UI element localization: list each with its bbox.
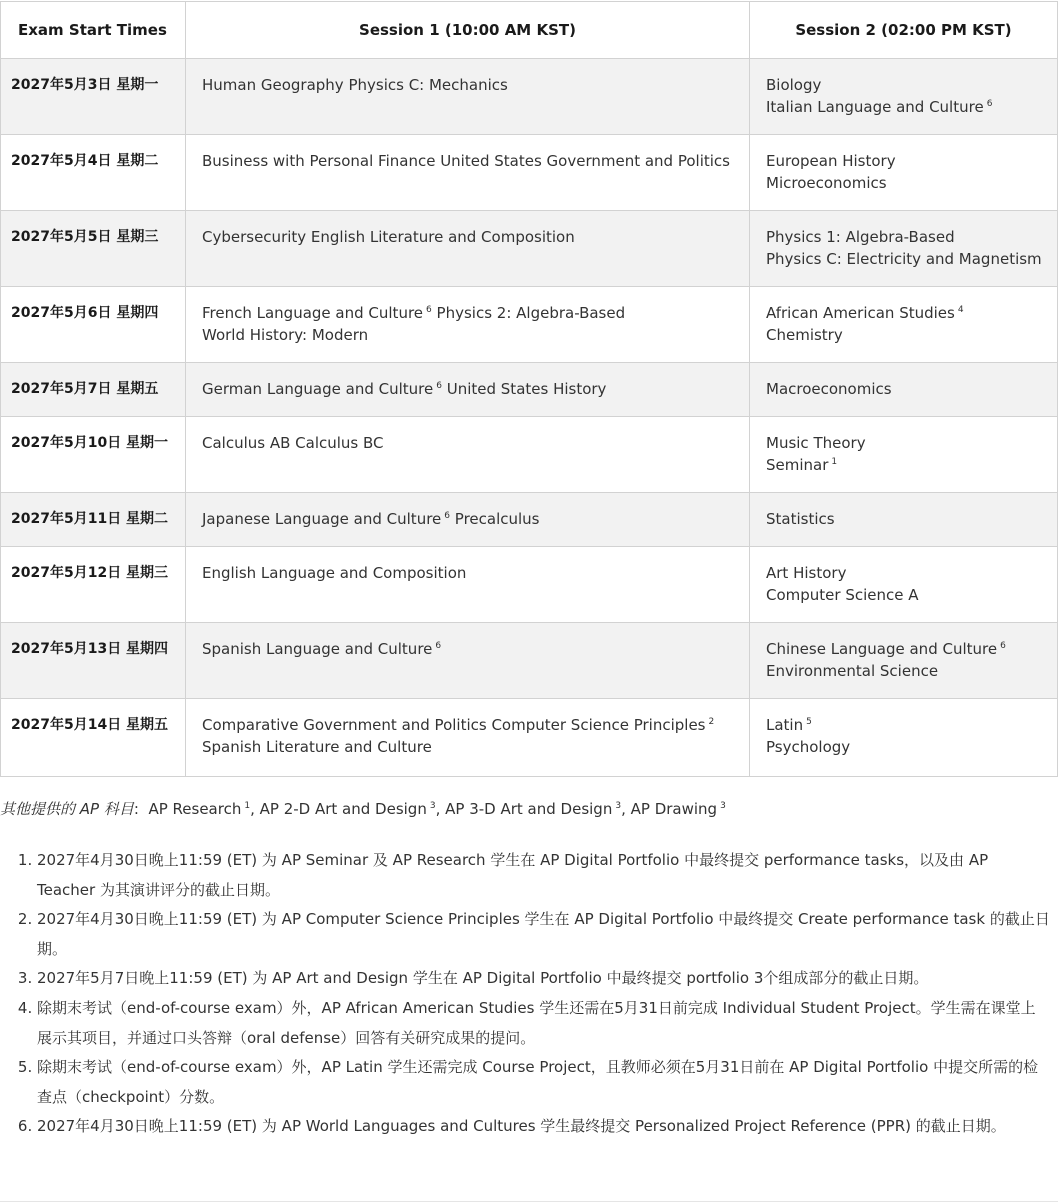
other-subject: AP Research [148, 800, 242, 818]
other-ap-subjects [0, 797, 1058, 821]
footnote-marker: 6 [436, 381, 442, 391]
subject-line [202, 302, 733, 324]
exam-date: 2027年5月5日 星期三 [1, 211, 186, 287]
session-1-cell [186, 493, 750, 547]
subject-line [766, 714, 1041, 736]
session-2-cell [750, 363, 1058, 417]
footnote-item: 5. 除期末考试（end-of-course exam）外，AP Latin 学生还需完成 Course Project，且教师必须在5月31日前在 AP Digital Portfolio 中提交所需的检查点（checkpoint）分数。 [37, 1053, 1050, 1112]
footnote-marker: 3 [615, 801, 622, 811]
footnote-item: 3. 2027年5月7日晚上11:59 (ET) 为 AP Art and Design 学生在 AP Digital Portfolio 中最终提交 portfolio 3个组成部分的截止日期。 [37, 964, 1050, 994]
exam-date: 2027年5月7日 星期五 [1, 363, 186, 417]
subject-line [766, 638, 1041, 660]
subject-line [766, 454, 1041, 476]
subject-name: Environmental Science [766, 662, 939, 681]
footnote-marker: 5 [806, 717, 812, 727]
other-subject: AP 2-D Art and Design [259, 800, 427, 818]
subject-line [202, 736, 733, 758]
subject-name: Physics 1: Algebra-Based [766, 228, 955, 246]
subject-name: German Language and Culture [202, 380, 434, 398]
subject-name: Psychology [766, 738, 851, 757]
footnote-item: 2. 2027年4月30日晚上11:59 (ET) 为 AP Computer Science Principles 学生在 AP Digital Portfolio 中最终提交 Create performance task 的截止日期。 [37, 905, 1050, 964]
session-1-cell [186, 211, 750, 287]
subject-line [202, 562, 733, 584]
exam-date: 2027年5月6日 星期四 [1, 287, 186, 363]
subject-line [766, 172, 1041, 194]
footnotes-list [0, 846, 1050, 1142]
subject-line [766, 150, 1041, 172]
footnote-marker: 6 [1000, 641, 1006, 651]
subject-name: French Language and Culture [202, 304, 424, 322]
footnote-marker: 6 [986, 99, 993, 110]
subject-name: Computer Science A [766, 586, 919, 605]
exam-date: 2027年5月4日 星期二 [1, 135, 186, 211]
subject-name: Cybersecurity English Literature and Composition [202, 228, 575, 246]
session-2-cell [750, 547, 1058, 623]
subject-name: English Language and Composition [202, 564, 467, 582]
session-1-cell [186, 417, 750, 493]
footnote-item: 4. 除期末考试（end-of-course exam）外，AP African American Studies 学生还需在5月31日前完成 Individual Student Project。学生需在课堂上展示其项目，并通过口头答辩（oral defense）回答有关研究成果的提问。 [37, 994, 1050, 1053]
subject-name: Macroeconomics [766, 380, 892, 398]
subject-name: European History [766, 152, 896, 170]
exam-date: 2027年5月12日 星期三 [1, 547, 186, 623]
subject-line [766, 432, 1041, 454]
footnote-marker: 6 [426, 305, 432, 315]
header-session-2: Session 2 (02:00 PM KST) [750, 2, 1058, 59]
bottom-divider [0, 1201, 1058, 1202]
subject-line [766, 736, 1041, 758]
subject-name: Comparative Government and Politics Computer Science Principles [202, 716, 706, 734]
other-ap-subjects-colon: : [133, 800, 139, 818]
subject-name: African American Studies [766, 304, 955, 322]
subject-name: Spanish Literature and Culture [202, 738, 432, 757]
table-row [1, 135, 1058, 211]
subject-line [202, 324, 733, 346]
subject-name: Statistics [766, 510, 835, 528]
subject-line [766, 378, 1041, 400]
footnote-marker: 2 [708, 717, 715, 727]
table-row [1, 287, 1058, 363]
subject-line [766, 226, 1041, 248]
table-row [1, 623, 1058, 699]
subject-line [202, 714, 733, 736]
other-subject: AP Drawing [630, 800, 718, 818]
subject-line [766, 302, 1041, 324]
session-1-cell [186, 59, 750, 135]
session-2-cell [750, 493, 1058, 547]
footnote-item: 1. 2027年4月30日晚上11:59 (ET) 为 AP Seminar 及 AP Research 学生在 AP Digital Portfolio 中最终提交 performance tasks，以及由 AP Teacher 为其演讲评分的截止日期。 [37, 846, 1050, 905]
session-1-cell [186, 699, 750, 777]
subject-name: Chemistry [766, 326, 843, 345]
session-2-cell [750, 699, 1058, 777]
table-row [1, 547, 1058, 623]
exam-date: 2027年5月14日 星期五 [1, 699, 186, 777]
header-exam-start-times: Exam Start Times [1, 2, 186, 59]
table-row [1, 59, 1058, 135]
subject-name: Microeconomics [766, 174, 887, 193]
table-row [1, 493, 1058, 547]
session-1-cell [186, 547, 750, 623]
session-1-cell [186, 363, 750, 417]
footnote-marker: 6 [444, 511, 450, 521]
exam-date: 2027年5月10日 星期一 [1, 417, 186, 493]
subject-line [766, 96, 1041, 118]
table-row [1, 363, 1058, 417]
subject-line [766, 584, 1041, 606]
exam-date: 2027年5月11日 星期二 [1, 493, 186, 547]
subject-line [202, 226, 733, 248]
subject-name: Latin [766, 716, 804, 734]
session-1-cell [186, 287, 750, 363]
footnote-marker: 1 [831, 457, 838, 468]
table-header-row [1, 2, 1058, 59]
session-2-cell [750, 211, 1058, 287]
subject-line [766, 324, 1041, 346]
subject-line [202, 432, 733, 454]
session-1-cell [186, 135, 750, 211]
subject-line [202, 150, 733, 172]
table-row [1, 699, 1058, 777]
footnote-marker: 6 [435, 641, 442, 651]
subject-name: Italian Language and Culture [766, 98, 984, 117]
session-2-cell [750, 417, 1058, 493]
subject-line [202, 74, 733, 96]
other-ap-subjects-list: AP Research $^1$, AP 2-D Art and Design $^3$, AP 3-D Art and Design $^3$, AP Drawing $^3$ [148, 800, 726, 818]
footnote-marker: 4 [957, 305, 964, 315]
session-2-cell [750, 287, 1058, 363]
subject-line [766, 660, 1041, 682]
subject-name: Precalculus [454, 510, 540, 528]
subject-line [202, 378, 733, 400]
session-1-cell [186, 623, 750, 699]
subject-name: Japanese Language and Culture [202, 510, 442, 528]
subject-line [766, 74, 1041, 96]
subject-name: Business with Personal Finance United States Government and Politics [202, 152, 730, 170]
subject-name: Art History [766, 564, 847, 582]
session-2-cell [750, 135, 1058, 211]
footnote-marker: 3 [720, 801, 726, 811]
subject-line [766, 562, 1041, 584]
footnote-marker: 1 [244, 801, 251, 811]
exam-date: 2027年5月13日 星期四 [1, 623, 186, 699]
other-subject: AP 3-D Art and Design [445, 800, 613, 818]
table-row [1, 417, 1058, 493]
table-row [1, 211, 1058, 287]
exam-date: 2027年5月3日 星期一 [1, 59, 186, 135]
subject-name: World History: Modern [202, 326, 369, 345]
subject-name: Chinese Language and Culture [766, 640, 998, 658]
subject-line [202, 638, 733, 660]
session-2-cell [750, 59, 1058, 135]
subject-name: Music Theory [766, 434, 866, 452]
other-ap-subjects-label: 其他提供的 AP 科目 [0, 800, 134, 818]
footnote-marker: 3 [429, 801, 436, 811]
subject-name: Physics C: Electricity and Magnetism [766, 250, 1042, 269]
subject-name: Human Geography Physics C: Mechanics [202, 76, 508, 94]
subject-name: Biology [766, 76, 822, 94]
subject-line [202, 508, 733, 530]
session-2-cell [750, 623, 1058, 699]
exam-schedule-table [0, 1, 1058, 777]
footnote-item: 6. 2027年4月30日晚上11:59 (ET) 为 AP World Languages and Cultures 学生最终提交 Personalized Project Reference (PPR) 的截止日期。 [37, 1112, 1050, 1142]
subject-line [766, 248, 1041, 270]
subject-name: Calculus AB Calculus BC [202, 434, 384, 452]
subject-name: United States History [446, 380, 607, 398]
subject-name: Physics 2: Algebra-Based [436, 304, 626, 322]
subject-line [766, 508, 1041, 530]
subject-name: Spanish Language and Culture [202, 640, 433, 658]
header-session-1: Session 1 (10:00 AM KST) [186, 2, 750, 59]
subject-name: Seminar [766, 456, 829, 475]
